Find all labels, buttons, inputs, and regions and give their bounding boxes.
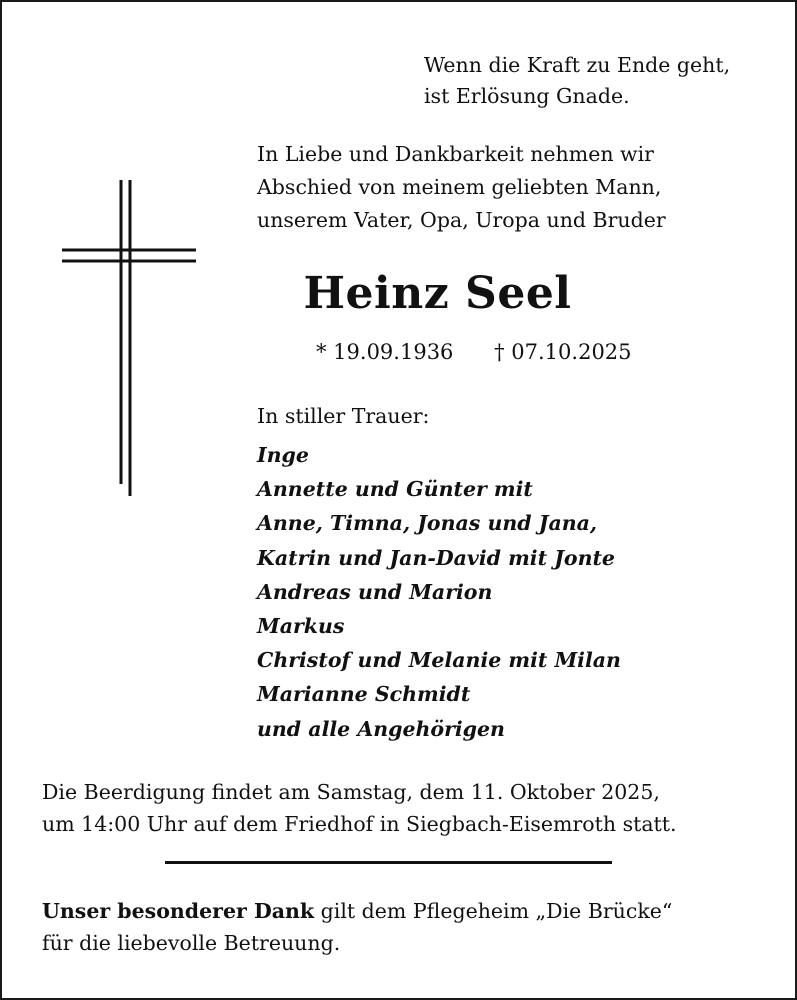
mourner-item: und alle Angehörigen (257, 716, 505, 741)
mourners-heading: In stiller Trauer: (257, 404, 430, 428)
poem (424, 50, 730, 112)
mourner-item: Markus (257, 614, 345, 639)
mourner-item: Andreas und Marion (257, 579, 493, 604)
divider-rule (165, 861, 612, 864)
intro-line-1: In Liebe und Dankbarkeit nehmen wir (257, 142, 654, 166)
mourners-list (257, 438, 621, 746)
mourner-item: Anne, Timna, Jonas und Jana, (257, 511, 598, 536)
thanks-emphasis: Unser besonderer Dank (42, 899, 315, 923)
intro-line-2: Abschied von meinem geliebten Mann, (257, 175, 662, 199)
poem-line-1: Wenn die Kraft zu Ende geht, (424, 53, 731, 77)
poem-line-2: ist Erlösung Gnade. (424, 84, 630, 108)
thanks-rest: gilt dem Pflegeheim „Die Brücke“ (314, 899, 673, 923)
mourner-item: Annette und Günter mit (257, 477, 533, 502)
intro-text (257, 138, 666, 237)
funeral-info (42, 776, 677, 840)
thanks-line-1 (42, 895, 672, 927)
funeral-line-2: um 14:00 Uhr auf dem Friedhof in Siegbach-Eisemroth statt. (42, 812, 677, 836)
thanks-line-2: für die liebevolle Betreuung. (42, 931, 341, 955)
mourner-item: Marianne Schmidt (257, 682, 471, 707)
mourner-item: Inge (257, 443, 309, 467)
deceased-name: Heinz Seel (303, 268, 572, 319)
death-date: † 07.10.2025 (494, 340, 632, 364)
life-dates (316, 340, 632, 364)
mourner-item: Christof und Melanie mit Milan (257, 648, 621, 673)
mourner-item: Katrin und Jan-David mit Jonte (257, 545, 615, 570)
thanks-text (42, 895, 672, 959)
funeral-line-1: Die Beerdigung findet am Samstag, dem 11. Oktober 2025, (42, 780, 660, 804)
intro-line-3: unserem Vater, Opa, Uropa und Bruder (257, 208, 666, 232)
birth-date: * 19.09.1936 (316, 340, 454, 364)
